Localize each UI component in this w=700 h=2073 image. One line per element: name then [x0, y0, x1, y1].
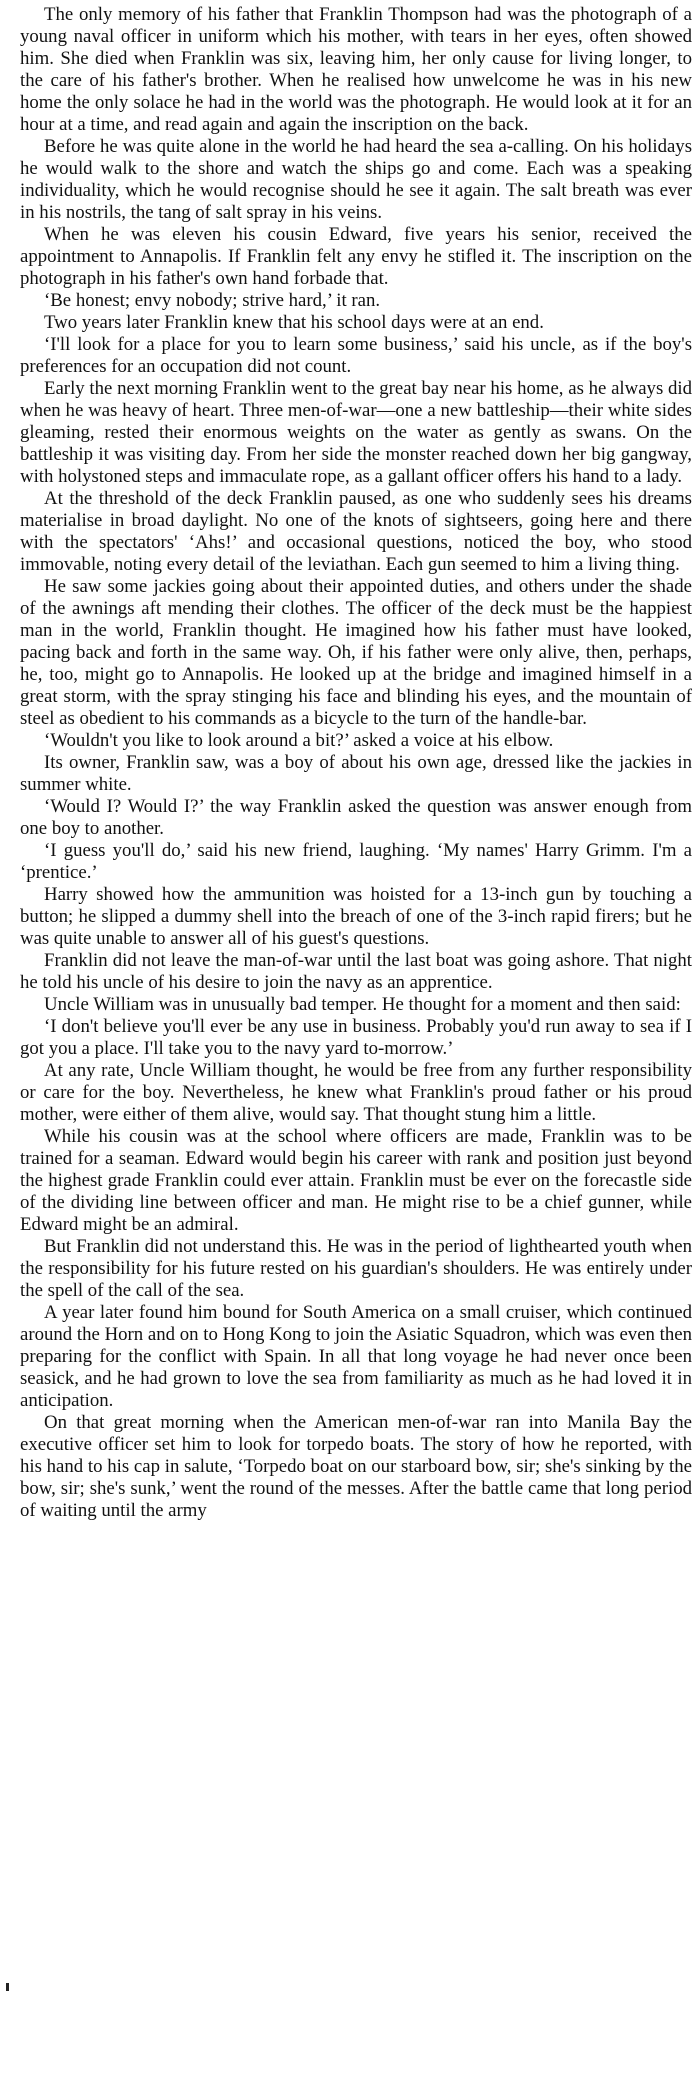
paragraph-16: Uncle William was in unusually bad temper. He thought for a moment and then said: — [44, 994, 681, 1015]
paragraph-8: At the threshold of the deck Franklin paused, as one who suddenly sees his dreams materialise in broad daylight. No one of the knots of sightseers, going here and there with the spectators' ‘Ahs!’ and occasional questions, noticed the boy, who stood immovable, noting every detail of the leviathan. Each gun seemed to him a living thing. — [20, 488, 692, 575]
paragraph-19: While his cousin was at the school where officers are made, Franklin was to be trained for a seaman. Edward would begin his career with rank and position just beyond the highest grade Franklin could ever attain. Franklin must be ever on the forecastle side of the dividing line between officer and man. He might rise to be a chief gunner, while Edward might be an admiral. — [20, 1126, 692, 1235]
paragraph-10: ‘Wouldn't you like to look around a bit?’ asked a voice at his elbow. — [44, 730, 554, 751]
paragraph-9: He saw some jackies going about their appointed duties, and others under the shade of the awnings aft mending their clothes. The officer of the deck must be the happiest man in the world, Franklin thought. He imagined how his father must have looked, pacing back and forth in the same way. Oh, if his father were only alive, then, perhaps, he, too, might go to Annapolis. He looked up at the bridge and imagined himself in a great storm, with the spray stinging his face and blinding his eyes, and the mountain of steel as obedient to his commands as a bicycle to the turn of the handle-bar. — [20, 576, 692, 729]
paragraph-2: Before he was quite alone in the world he had heard the sea a-calling. On his holidays he would walk to the shore and watch the ships go and come. Each was a speaking individuality, which he would recognise should he see it again. The salt breath was ever in his nostrils, the tang of salt spray in his veins. — [20, 136, 692, 223]
paragraph-3: When he was eleven his cousin Edward, five years his senior, received the appointment to Annapolis. If Franklin felt any envy he stifled it. The inscription on the photograph in his father's own hand forbade that. — [20, 224, 692, 289]
paragraph-7: Early the next morning Franklin went to the great bay near his home, as he always did when he was heavy of heart. Three men-of-war—one a new battleship—their white sides gleaming, rested their enormous weights on the water as gently as swans. On the battleship it was visiting day. From her side the monster reached down her big gangway, with holystoned steps and immaculate rope, as a gallant officer offers his hand to a lady. — [20, 378, 692, 487]
article-column — [20, 4, 692, 1522]
paragraph-18: At any rate, Uncle William thought, he would be free from any further responsibility or care for the boy. Nevertheless, he knew what Franklin's proud father or his proud mother, were either of them alive, would say. That thought stung him a little. — [20, 1060, 692, 1125]
paragraph-17: ‘I don't believe you'll ever be any use in business. Probably you'd run away to sea if I got you a place. I'll take you to the navy yard to-morrow.’ — [20, 1016, 692, 1059]
paragraph-4: ‘Be honest; envy nobody; strive hard,’ it ran. — [44, 290, 381, 311]
paragraph-11: Its owner, Franklin saw, was a boy of about his own age, dressed like the jackies in summer white. — [20, 752, 692, 795]
paragraph-21: A year later found him bound for South America on a small cruiser, which continued around the Horn and on to Hong Kong to join the Asiatic Squadron, which was even then preparing for the conflict with Spain. In all that long voyage he had never once been seasick, and he had grown to love the sea from familiarity as much as he had loved it in anticipation. — [20, 1302, 692, 1411]
paragraph-22: On that great morning when the American men-of-war ran into Manila Bay the executive officer set him to look for torpedo boats. The story of how he reported, with his hand to his cap in salute, ‘Torpedo boat on our starboard bow, sir; she's sinking by the bow, sir; she's sunk,’ went the round of the messes. After the battle came that long period of waiting until the army — [20, 1412, 692, 1521]
paragraph-13: ‘I guess you'll do,’ said his new friend, laughing. ‘My names' Harry Grimm. I'm a ‘prentice.’ — [20, 840, 692, 883]
paragraph-20: But Franklin did not understand this. He was in the period of lighthearted youth when the responsibility for his future rested on his guardian's shoulders. He was entirely under the spell of the call of the sea. — [20, 1236, 692, 1301]
paragraph-1: The only memory of his father that Franklin Thompson had was the photograph of a young naval officer in uniform which his mother, with tears in her eyes, often showed him. She died when Franklin was six, leaving him, her only cause for living longer, to the care of his father's brother. When he realised how unwelcome he was in his new home the only solace he had in the world was the photograph. He would look at it for an hour at a time, and read again and again the inscription on the back. — [20, 4, 692, 135]
paragraph-15: Franklin did not leave the man-of-war until the last boat was going ashore. That night he told his uncle of his desire to join the navy as an apprentice. — [20, 950, 692, 993]
paragraph-12: ‘Would I? Would I?’ the way Franklin asked the question was answer enough from one boy to another. — [20, 796, 692, 839]
paragraph-14: Harry showed how the ammunition was hoisted for a 13-inch gun by touching a button; he slipped a dummy shell into the breach of one of the 3-inch rapid firers; but he was quite unable to answer all of his guest's questions. — [20, 884, 692, 949]
paragraph-5: Two years later Franklin knew that his school days were at an end. — [44, 312, 544, 333]
paragraph-6: ‘I'll look for a place for you to learn some business,’ said his uncle, as if the boy's preferences for an occupation did not count. — [20, 334, 692, 377]
margin-mark — [6, 1983, 9, 1991]
